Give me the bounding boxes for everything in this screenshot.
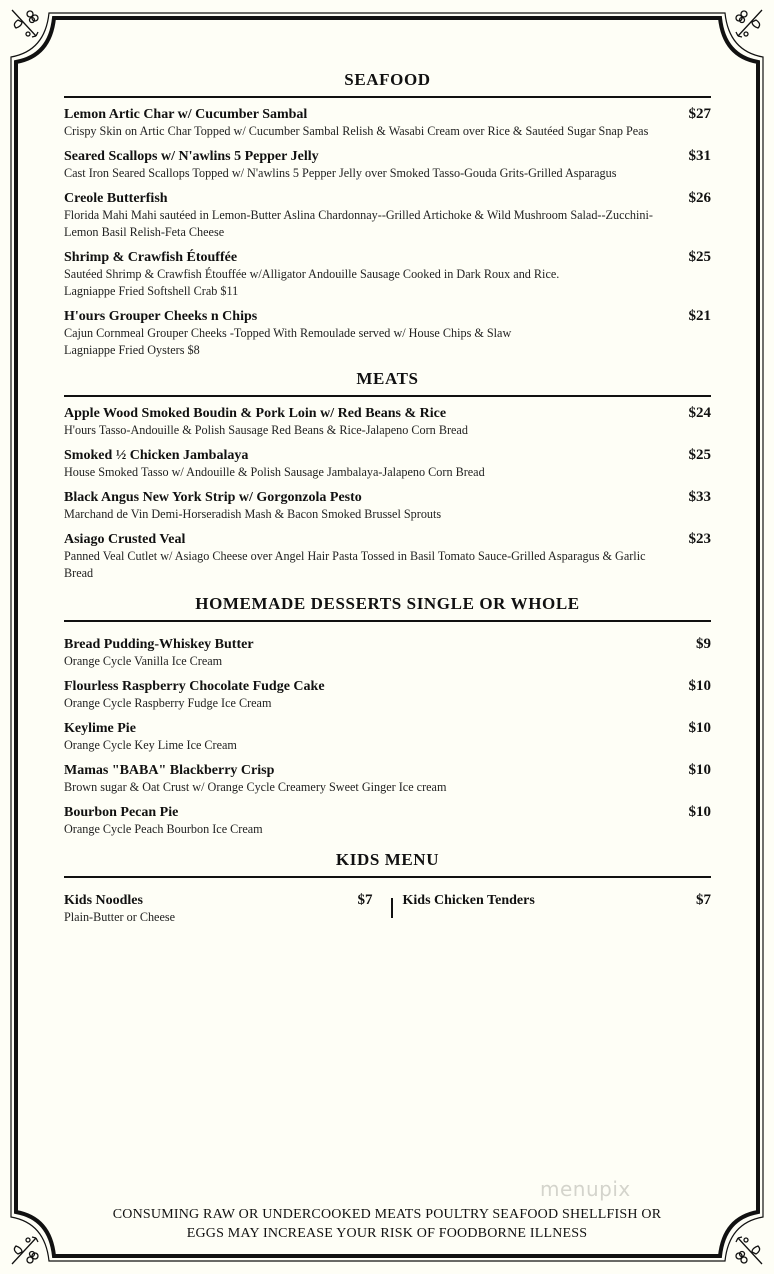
item-price: $25: [688, 249, 711, 265]
menu-item: [64, 489, 711, 523]
item-name: Flourless Raspberry Chocolate Fudge Cake: [64, 679, 325, 694]
menu-item: [64, 190, 711, 241]
item-name: Creole Butterfish: [64, 191, 168, 206]
warning-line: CONSUMING RAW OR UNDERCOOKED MEATS POULTRY SEAFOOD SHELLFISH OR: [112, 1207, 662, 1222]
menu-item: [64, 720, 711, 754]
item-price: $7: [696, 892, 711, 908]
item-name: Keylime Pie: [64, 721, 136, 736]
section-meats: [64, 369, 711, 582]
menu-item: [64, 405, 711, 439]
item-price: $21: [688, 308, 711, 324]
item-description: H'ours Tasso-Andouille & Polish Sausage Red Beans & Rice-Jalapeno Corn Bread: [64, 423, 468, 437]
floral-sprig-icon: [8, 1234, 42, 1268]
item-description: Florida Mahi Mahi sautéed in Lemon-Butter Aslina Chardonnay--Grilled Artichoke & Wild Mushroom Salad--Zucchini-Lemon Basil Relish-Feta Cheese: [64, 208, 653, 239]
item-price: $10: [688, 762, 711, 778]
menu-content: [64, 64, 711, 934]
item-price: $23: [688, 531, 711, 547]
item-name: Bread Pudding-Whiskey Butter: [64, 637, 254, 652]
item-description: Orange Cycle Key Lime Ice Cream: [64, 738, 237, 752]
item-price: $25: [688, 447, 711, 463]
floral-sprig-icon: [732, 6, 766, 40]
section-kids-menu: [64, 850, 711, 934]
watermark: menupix: [540, 1177, 631, 1201]
item-description: Sautéed Shrimp & Crawfish Étouffée w/Alligator Andouille Sausage Cooked in Dark Roux and Rice.: [64, 267, 560, 281]
item-name: Apple Wood Smoked Boudin & Pork Loin w/ Red Beans & Rice: [64, 406, 447, 421]
item-name: Shrimp & Crawfish Étouffée: [64, 250, 238, 265]
item-description: Plain-Butter or Cheese: [64, 910, 176, 924]
item-description: Orange Cycle Vanilla Ice Cream: [64, 654, 223, 668]
item-description: Cajun Cornmeal Grouper Cheeks -Topped With Remoulade served w/ House Chips & Slaw: [64, 326, 512, 340]
item-description: Brown sugar & Oat Crust w/ Orange Cycle Creamery Sweet Ginger Ice cream: [64, 780, 447, 794]
menu-item: [64, 636, 711, 670]
food-safety-warning: [70, 1205, 704, 1243]
menu-item: [64, 308, 711, 359]
item-addon: Lagniappe Fried Softshell Crab $11: [64, 284, 239, 298]
section-desserts: [64, 594, 711, 838]
item-name: Kids Noodles: [64, 893, 143, 908]
menu-item: [403, 892, 712, 909]
menu-item: [64, 762, 711, 796]
column-divider: [391, 898, 393, 918]
item-description: House Smoked Tasso w/ Andouille & Polish Sausage Jambalaya-Jalapeno Corn Bread: [64, 465, 485, 479]
item-name: H'ours Grouper Cheeks n Chips: [64, 309, 258, 324]
menu-item: [64, 804, 711, 838]
warning-line: EGGS MAY INCREASE YOUR RISK OF FOODBORNE ILLNESS: [186, 1226, 588, 1241]
item-price: $9: [696, 636, 711, 652]
section-seafood: [64, 70, 711, 359]
section-title: MEATS: [64, 369, 711, 397]
section-title: KIDS MENU: [64, 850, 711, 878]
item-name: Seared Scallops w/ N'awlins 5 Pepper Jelly: [64, 149, 319, 164]
floral-sprig-icon: [8, 6, 42, 40]
item-name: Kids Chicken Tenders: [402, 893, 535, 908]
item-price: $27: [688, 106, 711, 122]
section-title: SEAFOOD: [64, 70, 711, 98]
item-price: $26: [688, 190, 711, 206]
item-name: Asiago Crusted Veal: [64, 532, 186, 547]
item-description: Orange Cycle Peach Bourbon Ice Cream: [64, 822, 263, 836]
item-description: Orange Cycle Raspberry Fudge Ice Cream: [64, 696, 272, 710]
item-description: Panned Veal Cutlet w/ Asiago Cheese over Angel Hair Pasta Tossed in Basil Tomato Sauce-Grilled Asparagus & Garlic Bread: [64, 549, 646, 580]
item-price: $24: [688, 405, 711, 421]
item-price: $33: [688, 489, 711, 505]
menu-item: [64, 447, 711, 481]
item-name: Smoked ½ Chicken Jambalaya: [64, 448, 249, 463]
item-name: Lemon Artic Char w/ Cucumber Sambal: [64, 107, 308, 122]
item-price: $31: [688, 148, 711, 164]
menu-item: [64, 892, 373, 926]
item-addon: Lagniappe Fried Oysters $8: [64, 343, 200, 357]
menu-item: [64, 249, 711, 300]
item-name: Black Angus New York Strip w/ Gorgonzola Pesto: [64, 490, 362, 505]
item-price: $10: [688, 804, 711, 820]
item-description: Marchand de Vin Demi-Horseradish Mash & Bacon Smoked Brussel Sprouts: [64, 507, 442, 521]
menu-item: [64, 106, 711, 140]
menu-item: [64, 148, 711, 182]
floral-sprig-icon: [732, 1234, 766, 1268]
item-price: $10: [688, 720, 711, 736]
item-price: $10: [688, 678, 711, 694]
item-description: Crispy Skin on Artic Char Topped w/ Cucumber Sambal Relish & Wasabi Cream over Rice & Sautéed Sugar Snap Peas: [64, 124, 649, 138]
section-title: HOMEMADE DESSERTS SINGLE OR WHOLE: [64, 594, 711, 622]
item-name: Bourbon Pecan Pie: [64, 805, 179, 820]
item-description: Cast Iron Seared Scallops Topped w/ N'awlins 5 Pepper Jelly over Smoked Tasso-Gouda Grits-Grilled Asparagus: [64, 166, 617, 180]
menu-item: [64, 678, 711, 712]
menu-item: [64, 531, 711, 582]
item-price: $7: [357, 892, 373, 908]
item-name: Mamas "BABA" Blackberry Crisp: [64, 763, 275, 778]
